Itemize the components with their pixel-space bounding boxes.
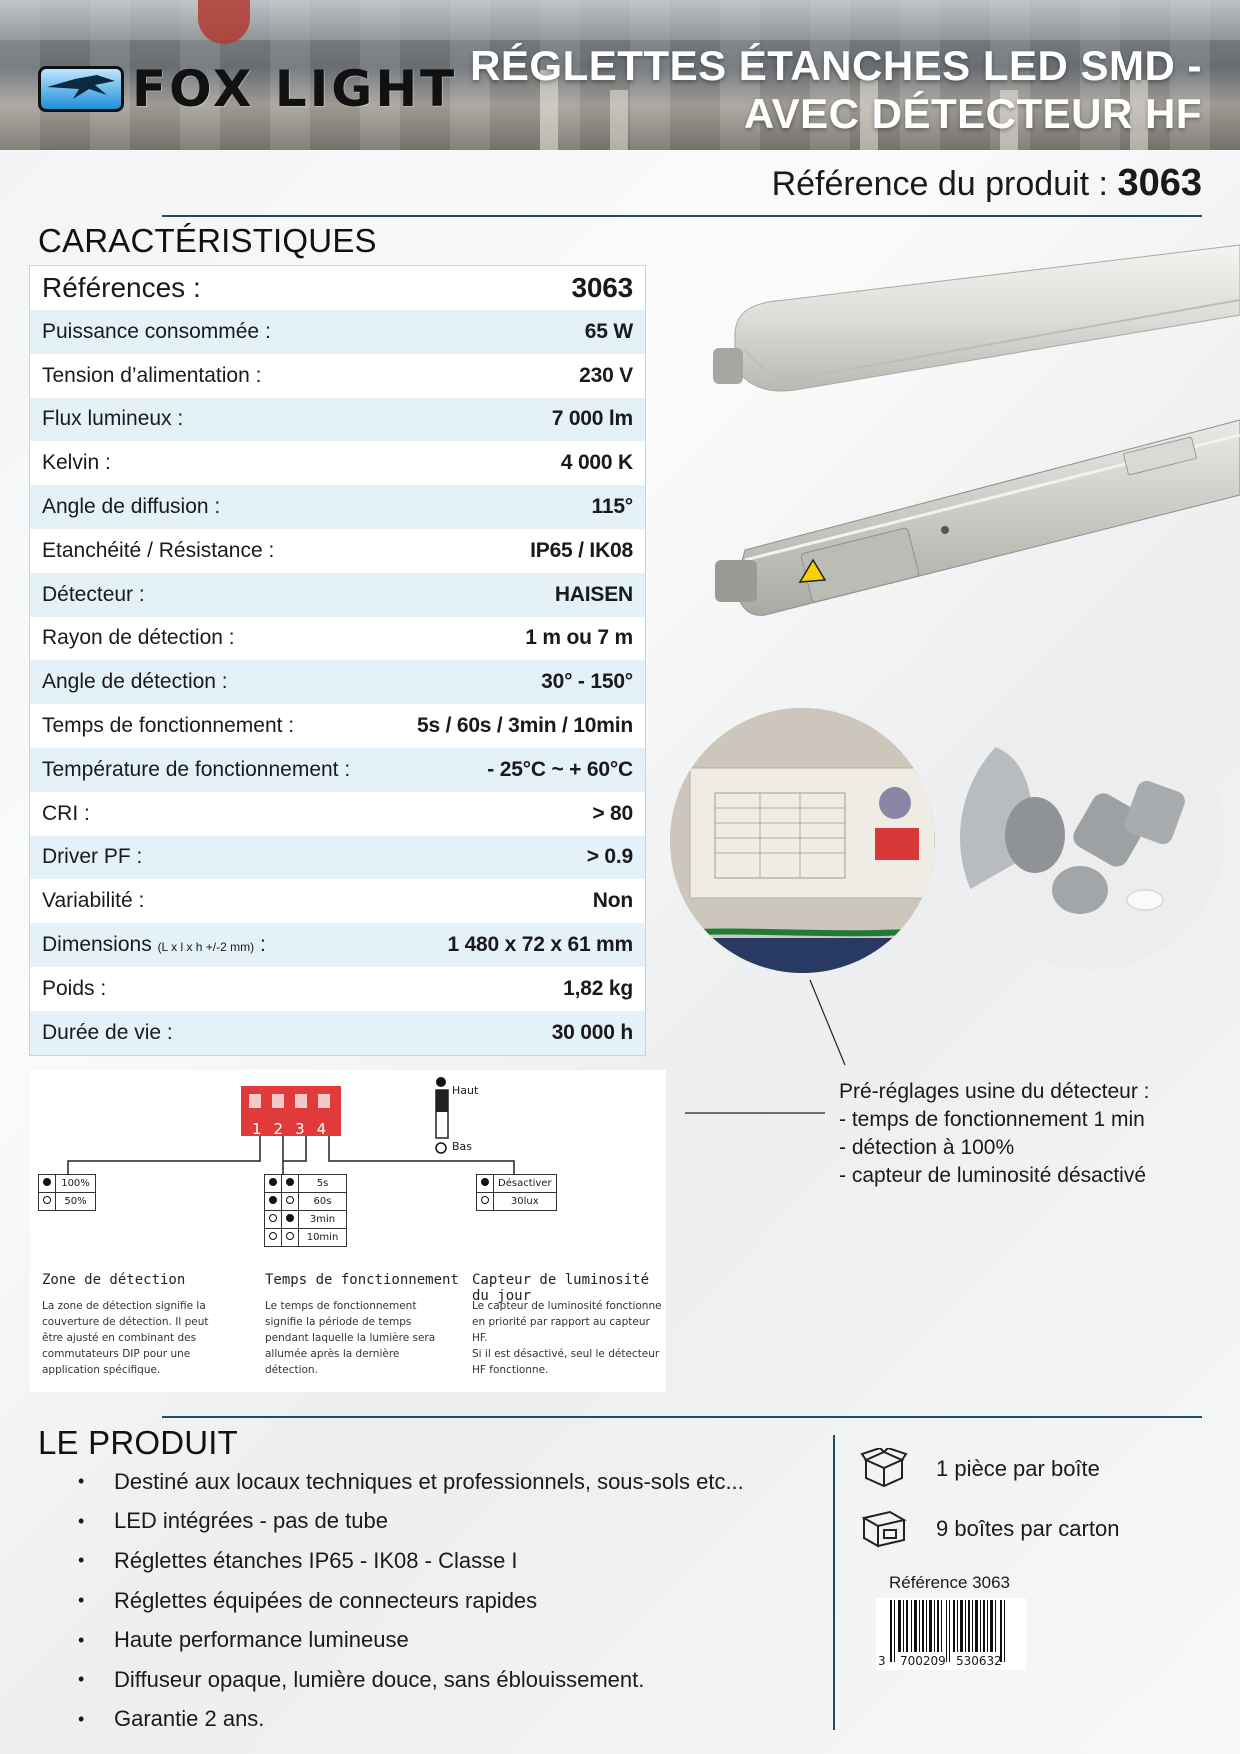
spec-value: IP65 / IK08	[530, 538, 633, 562]
dip-off-icon	[286, 1196, 294, 1204]
spec-label: Driver PF :	[42, 845, 143, 869]
spec-row	[30, 441, 645, 485]
barcode-digit-last: 530632	[956, 1654, 1002, 1668]
spec-row	[30, 529, 645, 573]
spec-label: Etanchéité / Résistance :	[42, 538, 275, 562]
spec-value: 30 000 h	[551, 1020, 633, 1044]
spec-row	[30, 310, 645, 354]
lux-text-line: HF fonctionne.	[472, 1364, 549, 1376]
spec-label	[42, 933, 266, 957]
dip-num: 4	[316, 1120, 339, 1138]
dip-switch-numbers	[252, 1120, 338, 1138]
spec-label: Temps de fonctionnement :	[42, 714, 295, 738]
product-features	[78, 1462, 744, 1739]
spec-label: Kelvin :	[42, 451, 111, 475]
time-option: 3min	[299, 1211, 347, 1229]
pack-per-carton-text: 9 boîtes par carton	[936, 1516, 1120, 1541]
header-title-line: RÉGLETTES ÉTANCHES LED SMD -	[470, 42, 1202, 89]
bullet: •	[78, 1669, 85, 1690]
dip-off-icon	[286, 1232, 294, 1240]
dip-num: 1	[252, 1120, 274, 1138]
dip-on-icon	[43, 1178, 51, 1186]
pack-per-carton	[860, 1508, 1119, 1550]
product-reference-value: 3063	[1117, 162, 1202, 204]
spec-row	[30, 704, 645, 748]
pack-per-box-text: 1 pièce par boîte	[936, 1456, 1100, 1481]
fox-logo-icon	[38, 66, 124, 112]
time-option: 10min	[299, 1229, 347, 1247]
lux-table	[476, 1174, 557, 1211]
connectors-photo	[960, 705, 1225, 970]
zone-option: 50%	[56, 1193, 96, 1211]
box-icon	[860, 1448, 908, 1490]
dip-switch-icon	[875, 828, 919, 860]
spec-row	[30, 660, 645, 704]
preset-line: - temps de fonctionnement 1 min	[839, 1108, 1145, 1131]
spec-row	[30, 836, 645, 880]
time-text-line: allumée après la dernière	[265, 1348, 400, 1360]
bullet: •	[78, 1550, 85, 1571]
spec-label: Détecteur :	[42, 582, 145, 606]
spec-label: CRI :	[42, 801, 90, 825]
product-photo	[705, 240, 1240, 640]
dip-on-icon	[286, 1178, 294, 1186]
list-item	[78, 1620, 744, 1660]
list-item	[78, 1700, 744, 1740]
lux-text	[472, 1298, 666, 1378]
zone-text-line: commutateurs DIP pour une	[42, 1348, 191, 1360]
spec-label: Angle de détection :	[42, 670, 228, 694]
spec-row	[30, 792, 645, 836]
spec-label: Poids :	[42, 976, 107, 1000]
feature-text: Réglettes équipées de connecteurs rapides	[114, 1587, 538, 1613]
dip-off-icon	[269, 1214, 277, 1222]
lux-text-line: Le capteur de luminosité fonctionne	[472, 1300, 662, 1312]
zone-text	[42, 1298, 208, 1378]
bas-label: Bas	[452, 1140, 473, 1153]
list-item	[78, 1581, 744, 1621]
bullet: •	[78, 1708, 85, 1729]
spec-label: Références :	[42, 272, 201, 303]
spec-row	[30, 967, 645, 1011]
header-background	[0, 0, 1240, 40]
dip-off-icon	[269, 1232, 277, 1240]
bullet: •	[78, 1510, 85, 1531]
dip-on-icon	[286, 1214, 294, 1222]
time-option: 60s	[299, 1193, 347, 1211]
barcode-digit-first: 3	[878, 1654, 886, 1668]
list-item	[78, 1462, 744, 1502]
zone-text-line: La zone de détection signifie la	[42, 1300, 206, 1312]
spec-value: HAISEN	[554, 582, 633, 606]
spec-row	[30, 879, 645, 923]
spec-label: Flux lumineux :	[42, 407, 184, 431]
spec-value: 1 m ou 7 m	[525, 626, 633, 650]
spec-header-row	[30, 266, 645, 310]
dip-switch-diagram	[30, 1070, 666, 1392]
dip-off-icon	[43, 1196, 51, 1204]
lux-text-line: Si il est désactivé, seul le détecteur	[472, 1348, 660, 1360]
brand-logo-text: FOX LIGHT	[132, 60, 458, 118]
barcode-reference: Référence 3063	[889, 1573, 1010, 1592]
list-item	[78, 1660, 744, 1700]
haut-label: Haut	[452, 1084, 479, 1097]
feature-text: Réglettes étanches IP65 - IK08 - Classe I	[114, 1547, 518, 1573]
list-item	[78, 1502, 744, 1542]
spec-value: 1,82 kg	[563, 976, 633, 1000]
spec-label-main: Dimensions	[42, 933, 152, 957]
product-title: LE PRODUIT	[38, 1424, 239, 1461]
vertical-divider	[833, 1435, 835, 1730]
lux-option: 30lux	[494, 1193, 557, 1211]
spec-label: Température de fonctionnement :	[42, 757, 351, 781]
dip-num: 3	[295, 1120, 317, 1138]
spec-label: Puissance consommée :	[42, 319, 271, 343]
zone-text-line: application spécifique.	[42, 1364, 161, 1376]
header-title-line: AVEC DÉTECTEUR HF	[743, 90, 1202, 137]
time-text	[265, 1298, 435, 1378]
list-item	[78, 1541, 744, 1581]
spec-label: Tension d’alimentation :	[42, 363, 262, 387]
divider	[162, 1416, 1202, 1418]
spec-row	[30, 748, 645, 792]
bullet: •	[78, 1590, 85, 1611]
spec-label: Durée de vie :	[42, 1020, 173, 1044]
time-table	[264, 1174, 347, 1247]
spec-label: Variabilité :	[42, 889, 145, 913]
dip-num: 2	[273, 1120, 296, 1138]
spec-row	[30, 923, 645, 967]
callout-lines	[680, 975, 850, 1115]
time-text-line: détection.	[265, 1364, 318, 1376]
time-text-line: pendant laquelle la lumière sera	[265, 1332, 436, 1344]
time-text-line: signifie la période de temps	[265, 1316, 412, 1328]
spec-label-suffix: :	[254, 933, 266, 957]
feature-text: Destiné aux locaux techniques et professionnels, sous-sols etc...	[114, 1468, 744, 1494]
dip-off-icon	[481, 1196, 489, 1204]
zone-option: 100%	[56, 1175, 96, 1193]
preset-line: - capteur de luminosité désactivé	[839, 1164, 1146, 1187]
dip-on-icon	[481, 1178, 489, 1186]
feature-text: LED intégrées - pas de tube	[114, 1508, 388, 1534]
product-reference	[772, 162, 1202, 205]
connector-icon	[715, 560, 757, 602]
dip-on-icon	[269, 1178, 277, 1186]
spec-value: 65 W	[584, 319, 633, 343]
spec-label-note: (L x l x h +/-2 mm)	[157, 940, 255, 955]
spec-row	[30, 398, 645, 442]
spec-row	[30, 617, 645, 661]
bullet: •	[78, 1629, 85, 1650]
detector-closeup-photo	[670, 708, 935, 973]
pack-per-box	[860, 1448, 1100, 1490]
lux-title: Capteur de luminosité du jour	[472, 1272, 650, 1304]
spec-value: 30° - 150°	[541, 670, 633, 694]
spec-row	[30, 354, 645, 398]
feature-text: Haute performance lumineuse	[114, 1627, 409, 1653]
header-title	[470, 42, 1202, 138]
spec-value: > 80	[592, 801, 633, 825]
dip-on-icon	[269, 1196, 277, 1204]
spec-row	[30, 485, 645, 529]
lux-option: Désactiver	[494, 1175, 557, 1193]
zone-table	[38, 1174, 96, 1211]
preset-line: Pré-réglages usine du détecteur :	[839, 1080, 1150, 1103]
spec-value: 230 V	[579, 363, 633, 387]
spec-row	[30, 573, 645, 617]
time-text-line: Le temps de fonctionnement	[265, 1300, 417, 1312]
zone-text-line: couverture de détection. Il peut	[42, 1316, 209, 1328]
barcode-digit-mid: 700209	[900, 1654, 946, 1668]
barcode	[876, 1598, 1026, 1670]
brand-logo	[38, 60, 457, 118]
spec-value: Non	[592, 889, 633, 913]
feature-text: Diffuseur opaque, lumière douce, sans éblouissement.	[114, 1666, 645, 1692]
feature-text: Garantie 2 ans.	[114, 1706, 265, 1732]
spec-value: 1 480 x 72 x 61 mm	[447, 933, 633, 957]
preset-line: - détection à 100%	[839, 1136, 1015, 1159]
header-banner	[0, 0, 1240, 150]
spec-table	[29, 265, 646, 1056]
divider	[162, 215, 1202, 217]
spec-value: 115°	[591, 495, 633, 519]
zone-title: Zone de détection	[42, 1272, 186, 1288]
spec-value: 5s / 60s / 3min / 10min	[416, 714, 633, 738]
spec-value: 4 000 K	[560, 451, 633, 475]
connector-icon	[713, 348, 743, 384]
spec-value: 3063	[571, 272, 633, 303]
spec-value: 7 000 lm	[551, 407, 633, 431]
time-option: 5s	[299, 1175, 347, 1193]
product-reference-label: Référence du produit :	[771, 165, 1118, 203]
spec-label: Rayon de détection :	[42, 626, 235, 650]
zone-text-line: être ajusté en combinant des	[42, 1332, 197, 1344]
spec-label: Angle de diffusion :	[42, 495, 221, 519]
bullet: •	[78, 1471, 85, 1492]
lux-text-line: en priorité par rapport au capteur HF.	[472, 1316, 650, 1344]
characteristics-title: CARACTÉRISTIQUES	[38, 222, 377, 259]
time-title: Temps de fonctionnement	[265, 1272, 459, 1288]
spec-value: - 25°C ~ + 60°C	[487, 757, 633, 781]
spec-value: > 0.9	[586, 845, 633, 869]
spec-row	[30, 1011, 645, 1055]
factory-presets	[839, 1078, 1150, 1190]
carton-icon	[860, 1508, 908, 1550]
